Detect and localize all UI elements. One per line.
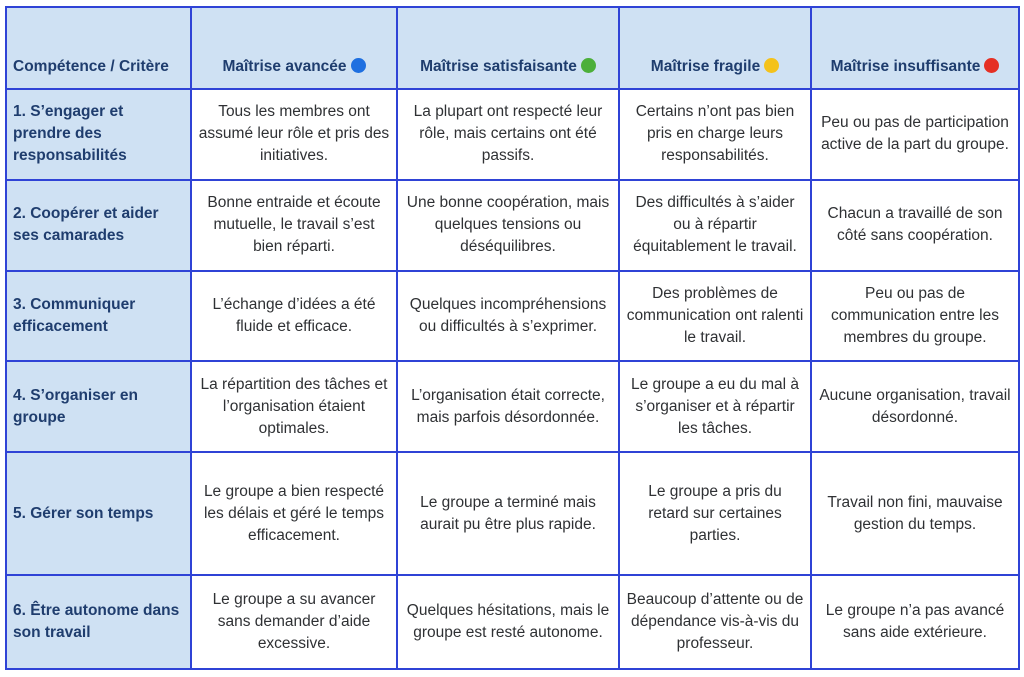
criterion-label: 2. Coopérer et aider ses camarades (6, 180, 191, 271)
criterion-row-organisation (6, 361, 1019, 452)
descriptor-cell: Le groupe a terminé mais aurait pu être plus rapide. (397, 452, 619, 575)
level-header-advanced (191, 7, 397, 89)
header-row (6, 7, 1019, 89)
descriptor-cell: Quelques incompréhensions ou difficultés à s’exprimer. (397, 271, 619, 362)
criterion-row-autonomy (6, 575, 1019, 669)
descriptor-cell: Beaucoup d’attente ou de dépendance vis-à-vis du professeur. (619, 575, 811, 669)
descriptor-cell: Bonne entraide et écoute mutuelle, le travail s’est bien réparti. (191, 180, 397, 271)
criterion-label: 4. S’organiser en groupe (6, 361, 191, 452)
blue-circle-icon (351, 58, 366, 73)
descriptor-cell: Peu ou pas de communication entre les membres du groupe. (811, 271, 1019, 362)
descriptor-cell: Le groupe a pris du retard sur certaines parties. (619, 452, 811, 575)
descriptor-cell: L’organisation était correcte, mais parfois désordonnée. (397, 361, 619, 452)
rubric-body (6, 89, 1019, 669)
criterion-row-time-management (6, 452, 1019, 575)
descriptor-cell: Chacun a travaillé de son côté sans coopération. (811, 180, 1019, 271)
descriptor-cell: Tous les membres ont assumé leur rôle et pris des initiatives. (191, 89, 397, 180)
rubric-header (6, 7, 1019, 89)
yellow-circle-icon (764, 58, 779, 73)
descriptor-cell: Quelques hésitations, mais le groupe est resté autonome. (397, 575, 619, 669)
green-circle-icon (581, 58, 596, 73)
level-header-insufficient (811, 7, 1019, 89)
descriptor-cell: Peu ou pas de participation active de la part du groupe. (811, 89, 1019, 180)
descriptor-cell: Le groupe a eu du mal à s’organiser et à répartir les tâches. (619, 361, 811, 452)
criterion-label: 6. Être autonome dans son travail (6, 575, 191, 669)
descriptor-cell: Travail non fini, mauvaise gestion du temps. (811, 452, 1019, 575)
descriptor-cell: Certains n’ont pas bien pris en charge leurs responsabilités. (619, 89, 811, 180)
descriptor-cell: La répartition des tâches et l’organisation étaient optimales. (191, 361, 397, 452)
criterion-row-engagement (6, 89, 1019, 180)
descriptor-cell: Des difficultés à s’aider ou à répartir équitablement le travail. (619, 180, 811, 271)
level-header-fragile (619, 7, 811, 89)
descriptor-cell: L’échange d’idées a été fluide et efficace. (191, 271, 397, 362)
criterion-row-cooperation (6, 180, 1019, 271)
level-label: Maîtrise fragile (650, 58, 761, 75)
level-header-satisfactory (397, 7, 619, 89)
red-circle-icon (984, 58, 999, 73)
descriptor-cell: Le groupe a su avancer sans demander d’aide excessive. (191, 575, 397, 669)
criterion-label: 3. Communiquer efficacement (6, 271, 191, 362)
criterion-row-communication (6, 271, 1019, 362)
descriptor-cell: Le groupe n’a pas avancé sans aide extérieure. (811, 575, 1019, 669)
descriptor-cell: Aucune organisation, travail désordonné. (811, 361, 1019, 452)
rubric-table (5, 6, 1020, 670)
criterion-label: 5. Gérer son temps (6, 452, 191, 575)
descriptor-cell: Le groupe a bien respecté les délais et géré le temps efficacement. (191, 452, 397, 575)
level-label: Maîtrise satisfaisante (420, 58, 577, 75)
criterion-label: 1. S’engager et prendre des responsabilités (6, 89, 191, 180)
level-label: Maîtrise avancée (222, 58, 347, 75)
descriptor-cell: Des problèmes de communication ont ralenti le travail. (619, 271, 811, 362)
criteria-column-header: Compétence / Critère (6, 7, 191, 89)
descriptor-cell: La plupart ont respecté leur rôle, mais certains ont été passifs. (397, 89, 619, 180)
level-label: Maîtrise insuffisante (830, 58, 981, 75)
descriptor-cell: Une bonne coopération, mais quelques tensions ou déséquilibres. (397, 180, 619, 271)
